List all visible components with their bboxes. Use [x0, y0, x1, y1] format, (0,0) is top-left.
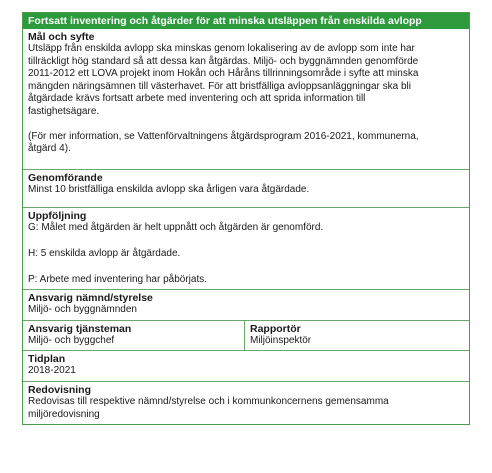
ansvarig-tjansteman-text: Miljö- och byggchef [28, 334, 115, 346]
section-title-ansvarig-namnd: Ansvarig nämnd/styrelse [28, 292, 153, 305]
section-title-redovisning: Redovisning [28, 383, 92, 396]
action-table [22, 12, 470, 425]
rapportor-text: Miljöinspektör [250, 334, 312, 346]
section-title-ansvarig-tjansteman: Ansvarig tjänsteman [28, 322, 132, 335]
section-title-tidplan: Tidplan [28, 353, 66, 366]
table-header-title: Fortsatt inventering och åtgärder för att minska utsläppen från enskilda avlopp [28, 15, 422, 27]
uppfoljning-g: G: Målet med åtgärden är helt uppnått och åtgärden är genomförd. [28, 222, 324, 234]
uppfoljning-p: P: Arbete med inventering har påbörjats. [28, 273, 207, 285]
spacer [28, 261, 464, 274]
note-line: (För mer information, se Vattenförvaltningens åtgärdsprogram 2016-2021, kommunerna, [28, 130, 419, 142]
table-header [23, 13, 469, 29]
mal-och-syfte-text [28, 43, 464, 166]
section-title-mal-och-syfte: Mål och syfte [28, 31, 95, 43]
ansvarig-namnd-text: Miljö- och byggnämnden [28, 304, 137, 316]
section-title-genomforande: Genomförande [28, 171, 103, 184]
spacer [28, 196, 464, 204]
text-line: åtgärdade krävs fortsatt arbete med inventering och att sprida information till [28, 93, 366, 105]
uppfoljning-text [28, 222, 464, 286]
section-title-uppfoljning: Uppföljning [28, 210, 87, 223]
text-line: mängden näringsämnen till västerhavet. För att bristfälliga avloppsanläggningar ska bli [28, 80, 411, 92]
text-line: 2011-2012 ett LOVA projekt inom Hokån och Håråns tillrinningsområde i syfte att minska [28, 68, 419, 80]
section-tidplan [23, 350, 469, 381]
spacer [28, 156, 464, 166]
section-redovisning [23, 381, 469, 424]
section-ansvarig-tjansteman [23, 321, 245, 351]
text-line: fastighetsägare. [28, 105, 100, 117]
genomforande-text: Minst 10 bristfälliga enskilda avlopp ska årligen vara åtgärdade. [28, 183, 310, 195]
tidplan-text: 2018-2021 [28, 365, 76, 377]
section-rapportor [245, 321, 469, 351]
uppfoljning-h: H: 5 enskilda avlopp är åtgärdade. [28, 247, 181, 259]
section-genomforande [23, 169, 469, 208]
spacer [28, 119, 464, 131]
spacer [28, 235, 464, 248]
text-line: tillräckligt hög standard så att dessa kan åtgärdas. Miljö- och byggnämnden genomförde [28, 55, 419, 67]
note-line: åtgärd 4). [28, 143, 71, 155]
section-mal-och-syfte [23, 29, 469, 169]
section-ansvarig-namnd [23, 289, 469, 320]
section-title-rapportor: Rapportör [250, 322, 301, 335]
text-line: Utsläpp från enskilda avlopp ska minskas genom lokalisering av de avlopp som inte har [28, 43, 415, 54]
text-line: miljöredovisning [28, 408, 100, 420]
row-ansvarig-rapportor [23, 320, 469, 351]
text-line: Redovisas till respektive nämnd/styrelse och i kommunkoncernens gemensamma [28, 395, 389, 407]
section-uppfoljning [23, 207, 469, 289]
redovisning-text [28, 396, 464, 421]
